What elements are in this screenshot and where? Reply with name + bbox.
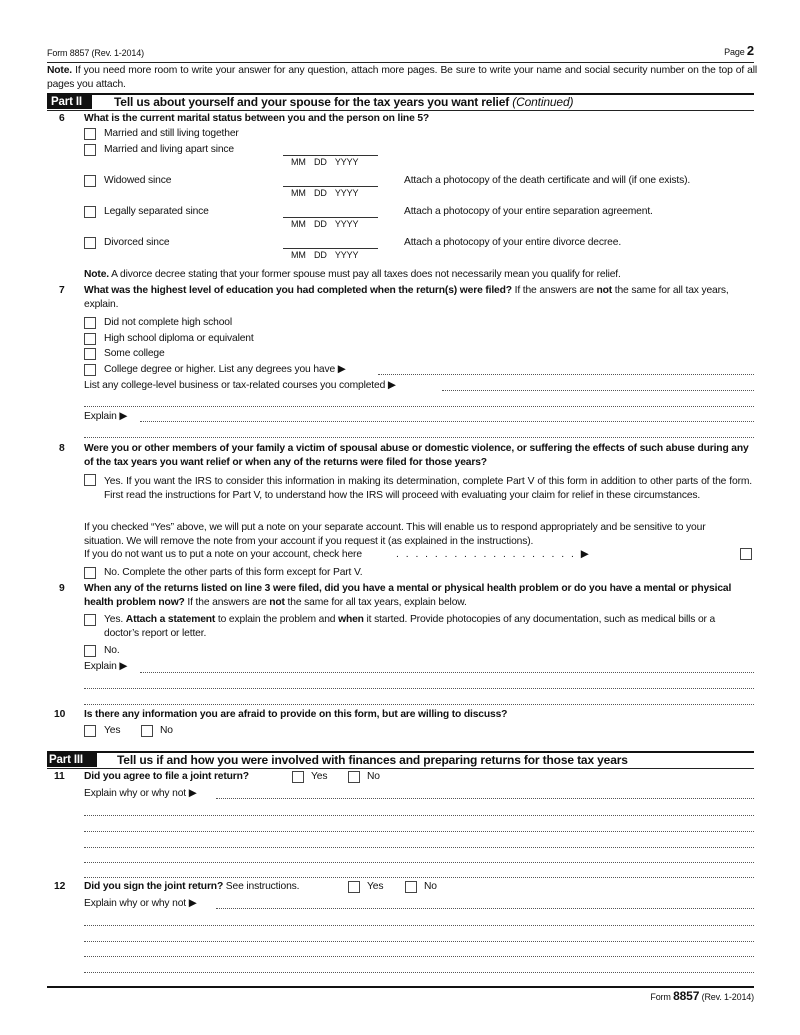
q11-question: Did you agree to file a joint return? — [84, 771, 249, 782]
checkbox-q10-yes[interactable] — [84, 725, 96, 737]
option-label: Married and living apart since — [104, 144, 234, 155]
q7-text: not — [596, 285, 613, 296]
courses-input-line[interactable] — [84, 406, 754, 407]
option-label: High school diploma or equivalent — [104, 333, 254, 344]
divider — [47, 110, 754, 111]
date-format: MM DD YYYY — [291, 219, 359, 229]
part-2-label: Part II — [47, 95, 92, 109]
q12-no-label: No — [424, 881, 437, 892]
note — [47, 64, 757, 91]
date-format: MM DD YYYY — [291, 250, 359, 260]
option-label: Some college — [104, 348, 165, 359]
degrees-input[interactable] — [378, 374, 754, 375]
checkbox-no-high-school[interactable] — [84, 317, 96, 329]
attach-instruction: Attach a photocopy of your entire separation agreement. — [404, 206, 653, 217]
q11-explain-line[interactable] — [84, 847, 754, 848]
page-label: Page — [724, 47, 745, 57]
explain-label: Explain ▶ — [84, 661, 128, 672]
q12-text: Did you sign the joint return? — [84, 881, 224, 892]
q9-explain-input-line[interactable] — [84, 704, 754, 705]
date-field-divorced[interactable] — [283, 248, 378, 249]
checkbox-some-college[interactable] — [84, 348, 96, 360]
q7-explain-input-line[interactable] — [84, 437, 754, 438]
explain-label: Explain ▶ — [84, 411, 128, 422]
q12-text: See instructions. — [223, 881, 300, 892]
checkbox-no-note[interactable] — [740, 548, 752, 560]
q9-no-text: No. — [104, 645, 120, 656]
part-2-continued: (Continued) — [512, 95, 574, 109]
attach-instruction: Attach a photocopy of your entire divorce decree. — [404, 237, 622, 248]
date-field-apart[interactable] — [283, 155, 378, 156]
date-field-widowed[interactable] — [283, 186, 378, 187]
checkbox-q12-no[interactable] — [405, 881, 417, 893]
q11-explain-line[interactable] — [84, 815, 754, 816]
q7-number: 7 — [59, 285, 65, 296]
q7-explain-input[interactable] — [140, 421, 754, 422]
checkbox-married-apart[interactable] — [84, 144, 96, 156]
q6-number: 6 — [59, 113, 65, 124]
q12-explain-line[interactable] — [84, 956, 754, 957]
q9-question — [84, 582, 759, 609]
q12-yes-label: Yes — [367, 881, 384, 892]
page-number — [724, 44, 754, 59]
q7-question — [84, 284, 756, 311]
option-label: College degree or higher. List any degrees you have ▶ — [104, 364, 346, 375]
q9-explain-input-line[interactable] — [84, 688, 754, 689]
checkbox-q9-yes[interactable] — [84, 614, 96, 626]
option-label: Married and still living together — [104, 128, 239, 139]
checkbox-married-together[interactable] — [84, 128, 96, 140]
q12-explain-line[interactable] — [84, 972, 754, 973]
q7-text: If the answers are — [511, 285, 597, 296]
q11-no-label: No — [367, 771, 380, 782]
q10-number: 10 — [54, 709, 66, 720]
checkbox-high-school[interactable] — [84, 333, 96, 345]
leader-dots: . . . . . . . . . . . . . . . . . . . ▶ — [396, 549, 591, 560]
note-text: If you need more room to write your answer for any question, attach more pages. Be sure to write your name and social security number on the top of all pages you attach. — [47, 65, 757, 90]
checkbox-q10-no[interactable] — [141, 725, 153, 737]
date-format: MM DD YYYY — [291, 188, 359, 198]
q9-yes: when — [338, 614, 364, 625]
form-header: Form 8857 (Rev. 1-2014) — [47, 48, 144, 58]
q10-yes-label: Yes — [104, 725, 121, 736]
q11-explain-line[interactable] — [84, 831, 754, 832]
explain-label: Explain why or why not ▶ — [84, 788, 197, 799]
q6-note — [84, 268, 621, 281]
checkbox-q12-yes[interactable] — [348, 881, 360, 893]
part-2-title-text: Tell us about yourself and your spouse for the tax years you want relief — [114, 95, 510, 109]
divider — [47, 768, 754, 769]
option-label: Legally separated since — [104, 206, 209, 217]
q8-check-here-label: If you do not want us to put a note on your account, check here — [84, 549, 362, 560]
q8-number: 8 — [59, 443, 65, 454]
footer-form: Form — [650, 992, 671, 1002]
q7-text: the same for all tax years, explain. — [84, 285, 729, 310]
explain-label: Explain why or why not ▶ — [84, 898, 197, 909]
part-2-title — [114, 95, 573, 109]
checkbox-q11-yes[interactable] — [292, 771, 304, 783]
q6-question: What is the current marital status between you and the person on line 5? — [84, 113, 430, 124]
attach-instruction: Attach a photocopy of the death certificate and will (if one exists). — [404, 175, 691, 186]
q12-explain-input[interactable] — [216, 908, 754, 909]
q9-yes: it started. Provide photocopies of any documentation, such as medical bills or a doctor’s report or letter. — [104, 614, 716, 639]
q7-text: What was the highest level of education you had completed when the return(s) were filed? — [84, 285, 512, 296]
date-field-separated[interactable] — [283, 217, 378, 218]
q11-explain-line[interactable] — [84, 862, 754, 863]
q9-text: the same for all tax years, explain below. — [284, 596, 467, 608]
q11-number: 11 — [54, 771, 65, 782]
q9-yes: Attach a statement — [125, 614, 216, 625]
checkbox-q11-no[interactable] — [348, 771, 360, 783]
q8-checked-text: If you checked “Yes” above, we will put a note on your separate account. This will enable us to respond appropriately and be sensitive to your situation. We will remove the note from your account if you request it (as explained in the instructions). — [84, 522, 706, 547]
q9-text: If the answers are — [184, 596, 270, 608]
checkbox-q8-no[interactable] — [84, 567, 96, 579]
q10-question: Is there any information you are afraid to provide on this form, but are willing to discuss? — [84, 709, 508, 720]
q9-yes: to explain the problem and — [215, 614, 339, 625]
part-3-title: Tell us if and how you were involved with finances and preparing returns for those tax years — [117, 753, 628, 767]
q12-number: 12 — [54, 881, 66, 892]
option-label: Widowed since — [104, 175, 172, 186]
q11-explain-line[interactable] — [84, 877, 754, 878]
checkbox-widowed[interactable] — [84, 175, 96, 187]
courses-input[interactable] — [442, 390, 754, 391]
footer-rev: (Rev. 1-2014) — [701, 992, 754, 1002]
q12-question — [84, 880, 299, 893]
q11-yes-label: Yes — [311, 771, 328, 782]
q9-yes: Yes. — [104, 614, 126, 625]
checkbox-separated[interactable] — [84, 206, 96, 218]
divider — [47, 986, 754, 988]
q12-explain-line[interactable] — [84, 925, 754, 926]
q9-yes-text — [104, 613, 724, 640]
divider — [47, 62, 754, 63]
q9-text: not — [269, 596, 285, 608]
q11-explain-input[interactable] — [216, 798, 754, 799]
q9-number: 9 — [59, 583, 65, 594]
form-footer — [650, 990, 754, 1004]
part-3-label: Part III — [47, 753, 97, 767]
checkbox-college-degree[interactable] — [84, 364, 96, 376]
note-text: A divorce decree stating that your former spouse must pay all taxes does not necessarily mean you qualify for relief. — [109, 269, 621, 280]
q8-question: Were you or other members of your family a victim of spousal abuse or domestic violence, or suffering the effects of such abuse during any of the tax years you want relief or when any of the returns were filed for those years? — [84, 443, 749, 468]
checkbox-q8-yes[interactable] — [84, 474, 96, 486]
footer-num: 8857 — [673, 989, 700, 1003]
q9-explain-input[interactable] — [140, 672, 754, 673]
note-label: Note. — [84, 269, 109, 280]
q12-explain-line[interactable] — [84, 941, 754, 942]
q8-no-text: No. Complete the other parts of this form except for Part V. — [104, 567, 363, 578]
option-label: Divorced since — [104, 237, 170, 248]
checkbox-q9-no[interactable] — [84, 645, 96, 657]
q9-text: When any of the returns listed on line 3 were filed, did you have a mental or physical health problem or do you have a mental or physical health problem now? — [84, 583, 732, 608]
courses-label: List any college-level business or tax-related courses you completed ▶ — [84, 380, 396, 391]
note-label: Note. — [47, 65, 72, 76]
q8-yes-text: Yes. If you want the IRS to consider this information in making its determination, complete Part V of this form in addition to other parts of the form. First read the instructions for Part V, to understand how the IRS will proceed with evaluating your claim for relief in these circumstances. — [104, 476, 752, 501]
date-format: MM DD YYYY — [291, 157, 359, 167]
page-num: 2 — [746, 43, 754, 58]
checkbox-divorced[interactable] — [84, 237, 96, 249]
option-label: Did not complete high school — [104, 317, 233, 328]
q10-no-label: No — [160, 725, 173, 736]
